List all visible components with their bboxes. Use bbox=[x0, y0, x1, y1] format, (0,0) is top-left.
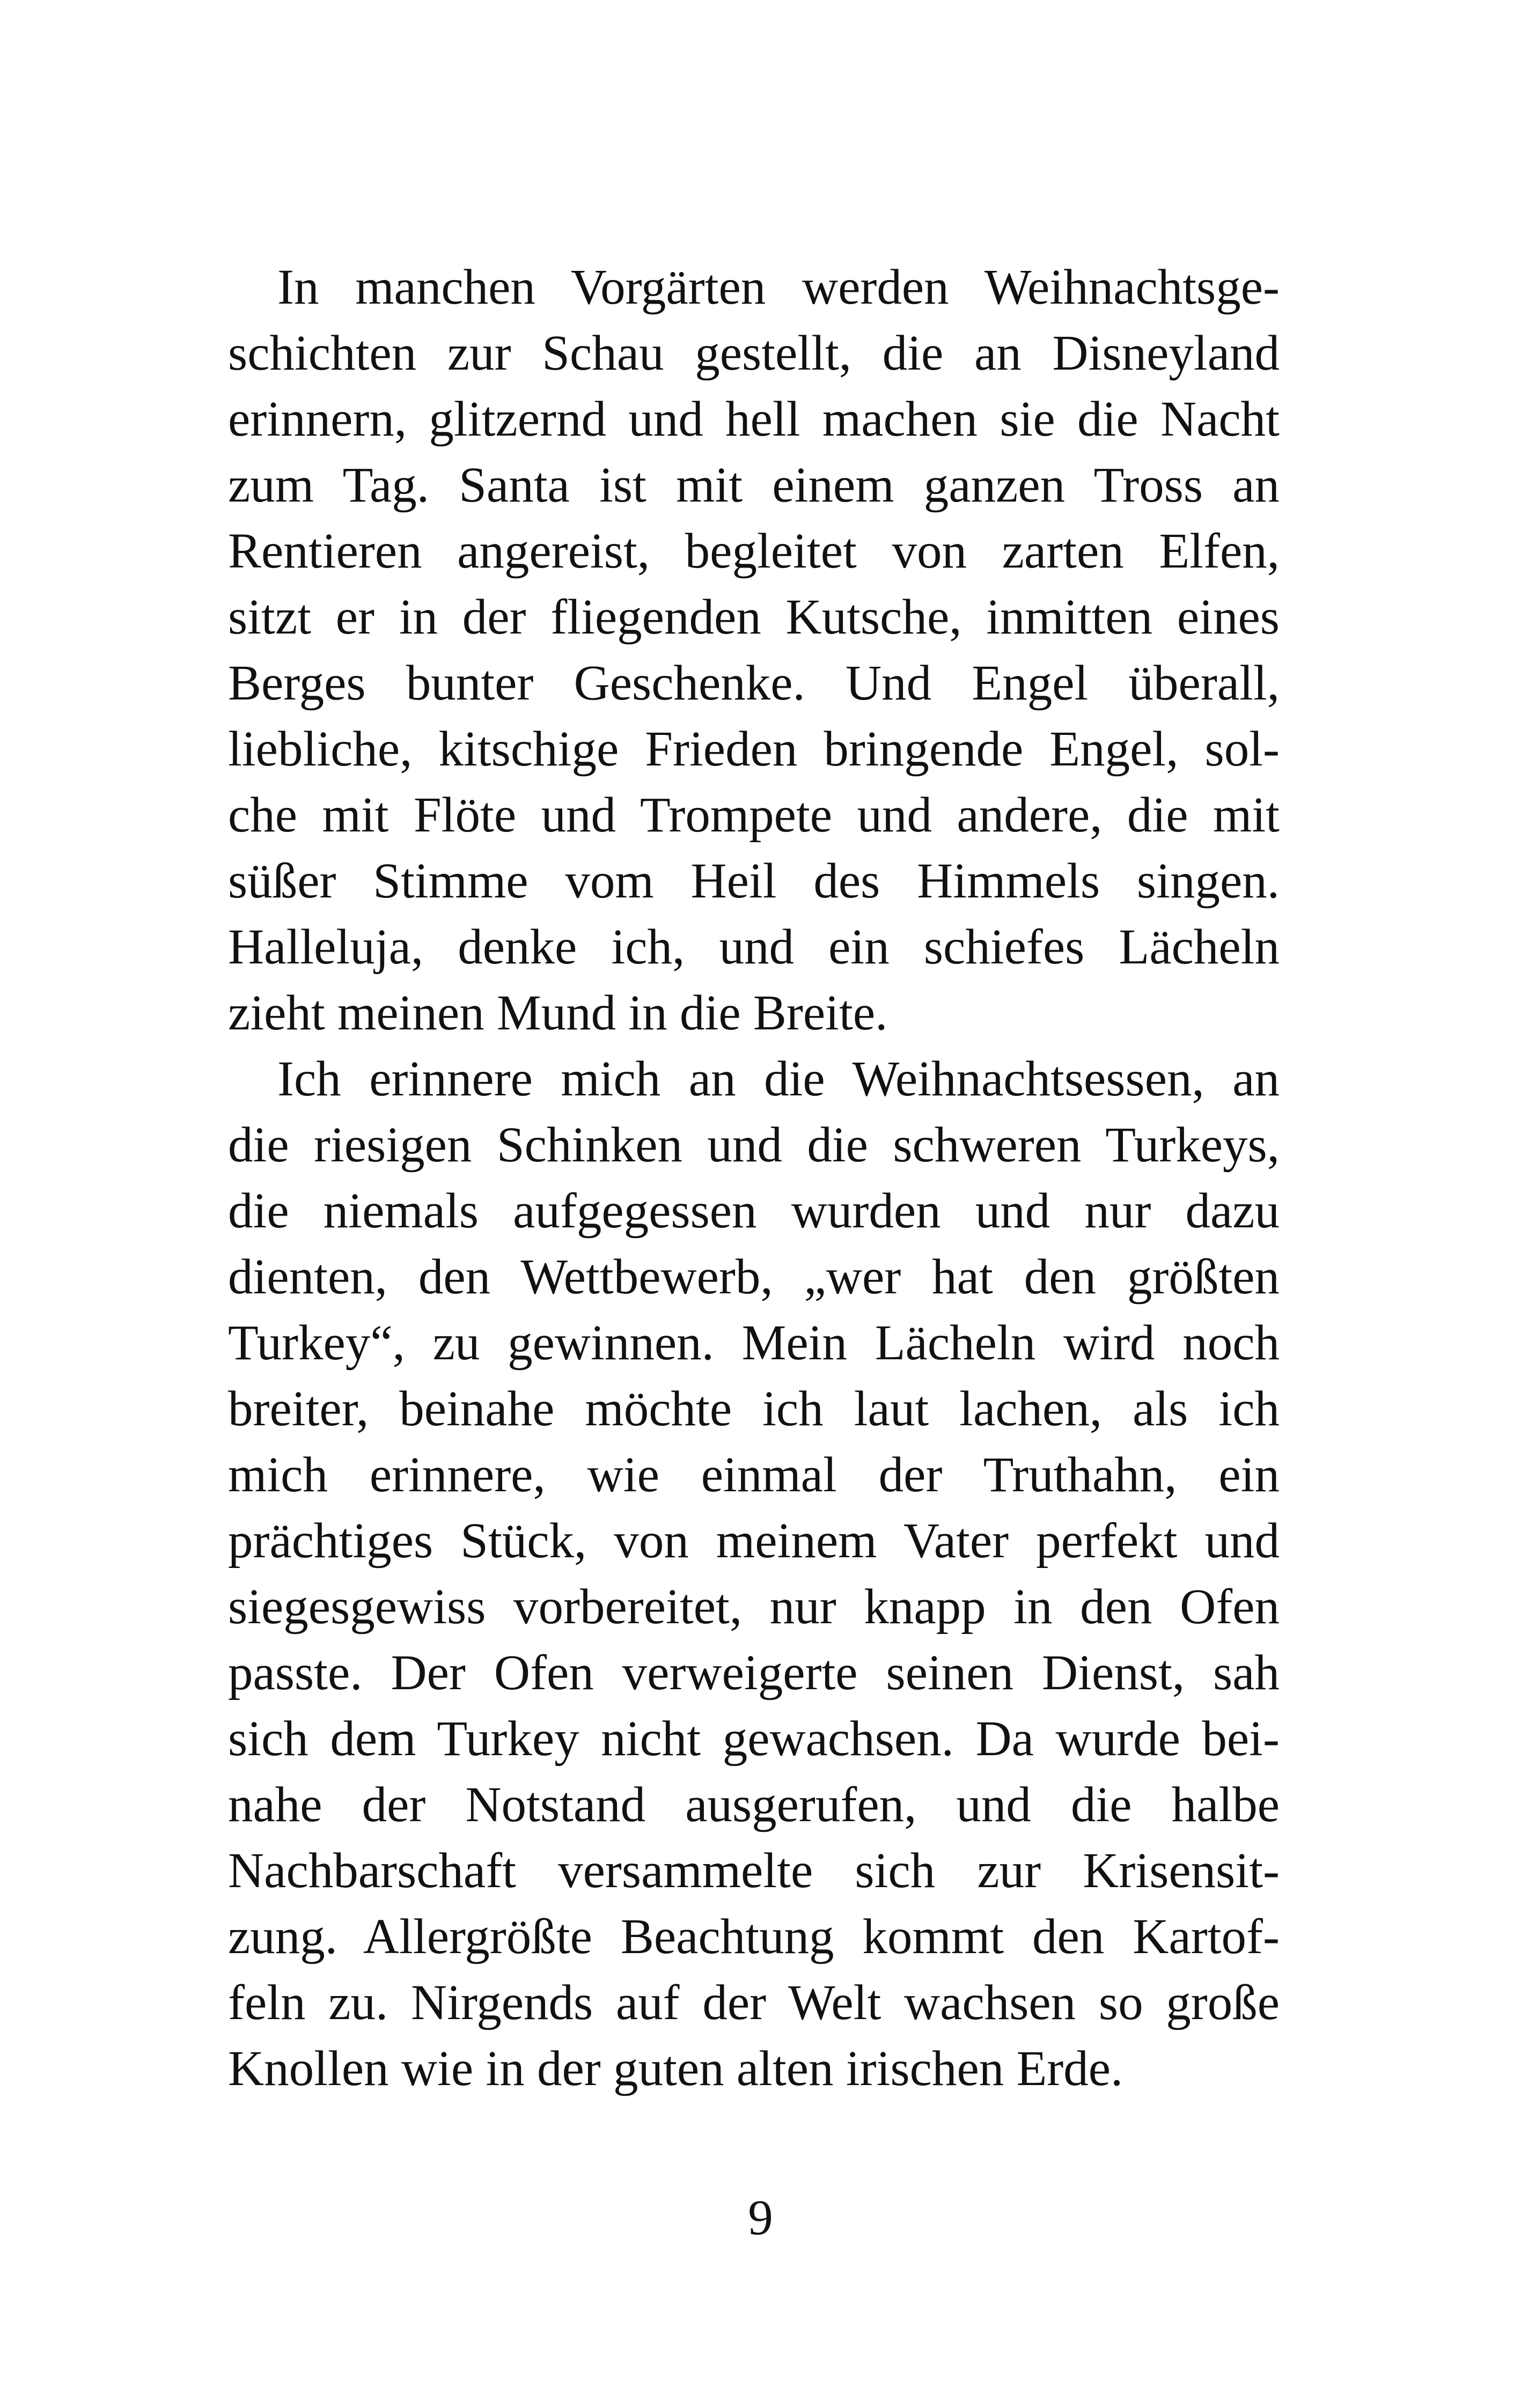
text-line: siegesgewiss vorbereitet, nur knapp in den Ofen bbox=[228, 1579, 1280, 1634]
paragraph-1 bbox=[228, 254, 1280, 1046]
text-line: die niemals aufgegessen wurden und nur dazu bbox=[228, 1183, 1280, 1239]
text-line: Halleluja, denke ich, und ein schiefes Lächeln bbox=[228, 919, 1280, 975]
text-line: prächtiges Stück, von meinem Vater perfekt und bbox=[228, 1513, 1280, 1568]
body-text bbox=[228, 254, 1280, 2102]
text-line: erinnern, glitzernd und hell machen sie die Nacht bbox=[228, 392, 1280, 447]
text-line: Ich erinnere mich an die Weihnachtsessen, an bbox=[277, 1051, 1280, 1107]
text-line: dienten, den Wettbewerb, „wer hat den größten bbox=[228, 1249, 1280, 1305]
text-line: Turkey“, zu gewinnen. Mein Lächeln wird noch bbox=[228, 1315, 1280, 1371]
text-line: die riesigen Schinken und die schweren Turkeys, bbox=[228, 1117, 1280, 1173]
text-line: nahe der Notstand ausgerufen, und die halbe bbox=[228, 1777, 1280, 1832]
text-line: süßer Stimme vom Heil des Himmels singen. bbox=[228, 853, 1280, 909]
page-number: 9 bbox=[748, 2190, 773, 2245]
text-line: breiter, beinahe möchte ich laut lachen, als ich bbox=[228, 1381, 1280, 1437]
text-line: Knollen wie in der guten alten irischen Erde. bbox=[228, 2041, 1123, 2096]
text-line: passte. Der Ofen verweigerte seinen Dienst, sah bbox=[228, 1645, 1280, 1700]
text-line: mich erinnere, wie einmal der Truthahn, ein bbox=[228, 1447, 1280, 1503]
text-line: zung. Allergrößte Beachtung kommt den Kartof- bbox=[228, 1909, 1280, 1964]
paragraph-2 bbox=[228, 1046, 1280, 2102]
text-line: zieht meinen Mund in die Breite. bbox=[228, 985, 888, 1041]
text-line: In manchen Vorgärten werden Weihnachtsge- bbox=[277, 260, 1280, 315]
text-line: che mit Flöte und Trompete und andere, die mit bbox=[228, 787, 1280, 843]
text-line: zum Tag. Santa ist mit einem ganzen Tross an bbox=[228, 458, 1280, 513]
text-line: Berges bunter Geschenke. Und Engel überall, bbox=[228, 656, 1280, 711]
text-line: sitzt er in der fliegenden Kutsche, inmitten eines bbox=[228, 590, 1280, 645]
text-line: liebliche, kitschige Frieden bringende Engel, sol- bbox=[228, 721, 1280, 777]
text-line: Nachbarschaft versammelte sich zur Krisensit- bbox=[228, 1843, 1280, 1898]
text-line: schichten zur Schau gestellt, die an Disneyland bbox=[228, 326, 1280, 381]
text-line: feln zu. Nirgends auf der Welt wachsen so große bbox=[228, 1975, 1280, 2030]
text-line: sich dem Turkey nicht gewachsen. Da wurde bei- bbox=[228, 1711, 1280, 1766]
text-line: Rentieren angereist, begleitet von zarten Elfen, bbox=[228, 524, 1280, 579]
